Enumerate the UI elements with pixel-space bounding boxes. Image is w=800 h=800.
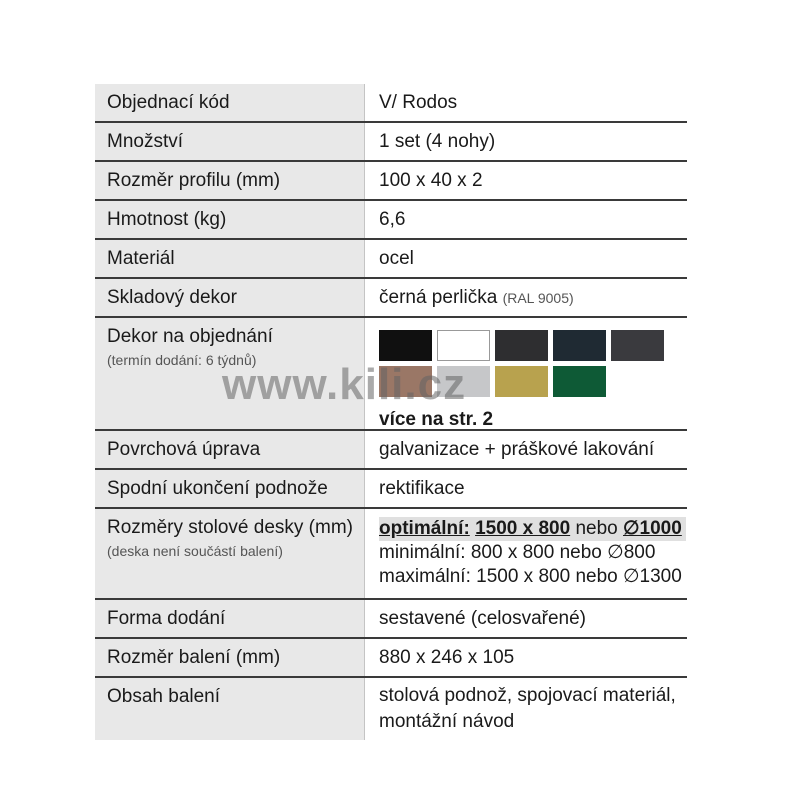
row-sublabel: (deska není součástí balení) [107,543,283,559]
row-label: Obsah balení [95,678,365,740]
table-row [95,431,687,470]
package-content-line-2: montážní návod [379,711,515,732]
optimal-label: optimální: [379,518,470,539]
optimal-or: nebo [575,518,618,539]
color-swatch-white [437,330,490,361]
table-row [95,470,687,509]
row-value: V/ Rodos [379,92,458,113]
color-swatch-anthracite-blue [553,330,606,361]
optimal-size: 1500 x 800 [475,518,571,539]
row-value: ocel [379,248,414,269]
row-value: 880 x 246 x 105 [379,647,515,668]
row-value: rektifikace [379,478,465,499]
color-swatch-green [553,366,606,397]
stock-decor-name: černá perlička [379,287,498,308]
table-row [95,600,687,639]
row-label: Rozměry stolové desky (mm) [107,517,353,538]
table-row [95,509,687,600]
table-row [95,84,687,123]
watermark-text: www.kili.cz [222,360,467,409]
table-row [95,318,687,431]
row-value [365,509,687,598]
maximal-size-line: maximální: 1500 x 800 nebo ∅1300 [379,566,682,587]
row-sublabel: (termín dodání: 6 týdnů) [107,352,257,368]
color-swatch-silver [437,366,490,397]
more-link-text: více na str. 2 [379,409,494,430]
row-value: sestavené (celosvařené) [379,608,586,629]
row-value [365,279,687,316]
row-label: Forma dodání [95,600,365,637]
minimal-size-line: minimální: 800 x 800 nebo ∅800 [379,542,656,563]
row-label: Materiál [95,240,365,277]
color-swatch-black [379,330,432,361]
color-swatch-dark-grey [495,330,548,361]
package-content-line-1: stolová podnož, spojovací materiál, [379,685,676,706]
stock-decor-ral: (RAL 9005) [502,290,574,306]
row-label: Množství [95,123,365,160]
row-value: galvanizace + práškové lakování [379,439,655,460]
row-value: 6,6 [379,209,406,230]
optimal-size-line [379,517,686,541]
color-swatch-graphite [611,330,664,361]
spec-table [95,84,687,740]
table-row [95,201,687,240]
row-value [365,318,687,429]
row-label: Objednací kód [95,84,365,121]
table-row [95,639,687,678]
table-row [95,678,687,740]
row-value [365,678,687,740]
row-label: Spodní ukončení podnože [95,470,365,507]
row-label-cell [95,509,365,598]
table-row [95,123,687,162]
row-label: Rozměr profilu (mm) [95,162,365,199]
row-label: Povrchová úprava [95,431,365,468]
color-swatch-bronze [379,366,432,397]
row-label: Hmotnost (kg) [95,201,365,238]
swatch-grid [379,330,687,397]
row-value: 1 set (4 nohy) [379,131,496,152]
color-swatch-gold [495,366,548,397]
row-label-cell [95,318,365,429]
row-label: Dekor na objednání [107,326,273,347]
row-label: Skladový dekor [95,279,365,316]
table-row [95,240,687,279]
table-row [95,279,687,318]
optimal-diameter: ∅1000 [623,518,682,539]
row-value: 100 x 40 x 2 [379,170,483,191]
table-row [95,162,687,201]
row-label: Rozměr balení (mm) [95,639,365,676]
